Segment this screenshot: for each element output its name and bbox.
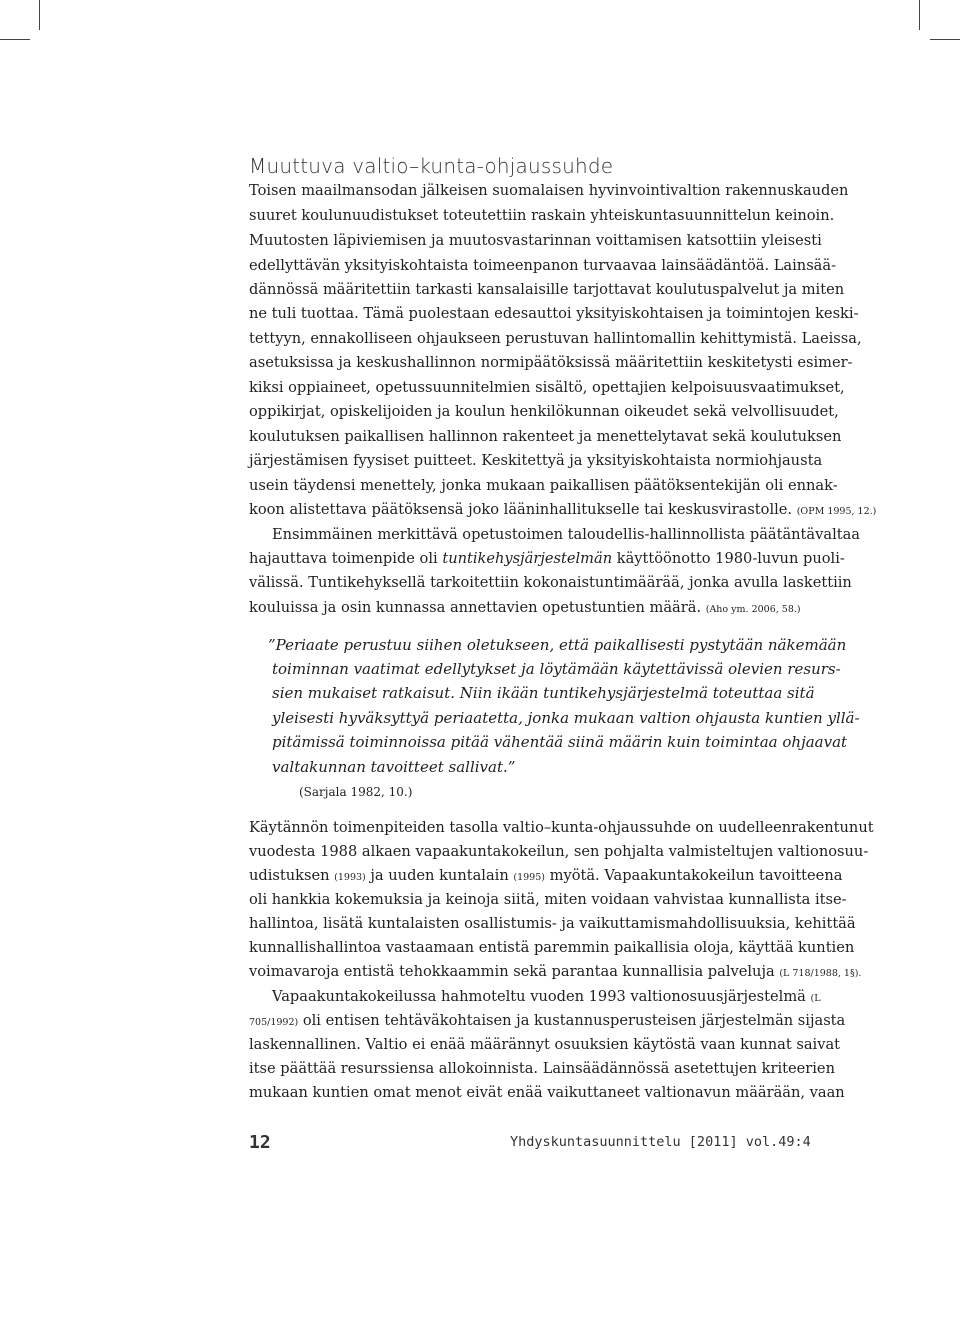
section-heading: Muuttuva valtio–kunta-ohjaussuhde bbox=[249, 154, 614, 178]
text-line: vuodesta 1988 alkaen vapaakuntakokeilun, sen pohjalta valmisteltujen valtionosuu- bbox=[249, 843, 869, 860]
quote-line: valtakunnan tavoitteet sallivat.” bbox=[272, 758, 516, 776]
text-line: Toisen maailmansodan jälkeisen suomalaisen hyvinvointivaltion rakennuskauden bbox=[249, 182, 849, 199]
text-line: kunnallishallintoa vastaamaan entistä paremmin paikallisia oloja, käyttää kuntien bbox=[249, 939, 855, 956]
text-line: oppikirjat, opiskelijoiden ja koulun henkilökunnan oikeudet sekä velvollisuudet, bbox=[249, 403, 839, 420]
text-run: koon alistettava päätöksensä joko lääninhallitukselle tai keskusvirastolle. bbox=[249, 501, 793, 518]
quote-line: toiminnan vaatimat edellytykset ja löytämään käytettävissä olevien resurs- bbox=[272, 660, 841, 678]
quote-line: sien mukaiset ratkaisut. Niin ikään tuntikehysjärjestelmä toteuttaa sitä bbox=[272, 684, 815, 702]
text-line bbox=[249, 1011, 845, 1033]
crop-mark bbox=[39, 0, 40, 30]
text-line: suuret koulunuudistukset toteutettiin raskain yhteiskuntasuunnittelun keinoin. bbox=[249, 207, 835, 224]
citation: (OPM 1995, 12.) bbox=[796, 506, 877, 517]
text-line: laskennallinen. Valtio ei enää määrännyt osuuksien käytöstä vaan kunnat saivat bbox=[249, 1036, 841, 1053]
text-run: ja uuden kuntalain bbox=[365, 867, 514, 884]
crop-mark bbox=[930, 39, 960, 40]
text-run: hajauttava toimenpide oli bbox=[249, 550, 443, 567]
text-line: asetuksissa ja keskushallinnon normipäätöksissä määritettiin keskitetysti esimer- bbox=[249, 354, 853, 371]
text-line: dännössä määritettiin tarkasti kansalaisille tarjottavat koulutuspalvelut ja miten bbox=[249, 281, 845, 298]
citation: (L 718/1988, 1§). bbox=[779, 968, 862, 979]
quote-line: ”Periaate perustuu siihen oletukseen, että paikallisesti pystytään näkemään bbox=[268, 636, 847, 654]
text-run: kouluissa ja osin kunnassa annettavien opetustuntien määrä. bbox=[249, 599, 702, 616]
text-line: Ensimmäinen merkittävä opetustoimen taloudellis-hallinnollista päätäntävaltaa bbox=[272, 526, 861, 543]
text-line: oli hankkia kokemuksia ja keinoja siitä, miten voidaan vahvistaa kunnallista itse- bbox=[249, 891, 847, 908]
quote-line: yleisesti hyväksyttyä periaatetta, jonka mukaan valtion ohjausta kuntien yllä- bbox=[272, 709, 860, 727]
quote-citation: (Sarjala 1982, 10.) bbox=[299, 785, 413, 799]
text-line bbox=[249, 598, 801, 620]
crop-mark bbox=[0, 39, 30, 40]
text-line: Muutosten läpiviemisen ja muutosvastarinnan voittamisen katsottiin yleisesti bbox=[249, 232, 822, 249]
text-line: ne tuli tuottaa. Tämä puolestaan edesauttoi yksityiskohtaisen ja toimintojen keski- bbox=[249, 305, 859, 322]
text-line: usein täydensi menettely, jonka mukaan paikallisen päätöksentekijän oli ennak- bbox=[249, 477, 838, 494]
text-line: välissä. Tuntikehyksellä tarkoitettiin kokonaistuntimäärää, jonka avulla laskettiin bbox=[249, 574, 852, 591]
text-line: kiksi oppiaineet, opetussuunnitelmien sisältö, opettajien kelpoisuusvaatimukset, bbox=[249, 379, 845, 396]
citation: (Aho ym. 2006, 58.) bbox=[705, 604, 801, 615]
quote-line: pitämissä toiminnoissa pitää vähentää siinä määrin kuin toimintaa ohjaavat bbox=[272, 733, 848, 751]
citation: (1995) bbox=[513, 872, 545, 883]
text-run: oli entisen tehtäväkohtaisen ja kustannusperusteisen järjestelmän sijasta bbox=[298, 1012, 846, 1029]
emphasis: tuntikehysjärjestelmän bbox=[442, 550, 613, 567]
text-run: udistuksen bbox=[249, 867, 335, 884]
text-line: itse päättää resurssiensa allokoinnista. Lainsäädännössä asetettujen kriteerien bbox=[249, 1060, 835, 1077]
text-line bbox=[249, 866, 842, 888]
text-line bbox=[249, 549, 845, 569]
crop-mark bbox=[919, 0, 920, 30]
text-run: voimavaroja entistä tehokkaammin sekä parantaa kunnallisia palveluja bbox=[249, 963, 775, 980]
text-line: Käytännön toimenpiteiden tasolla valtio–kunta-ohjaussuhde on uudelleenrakentunut bbox=[249, 819, 874, 836]
text-line: hallintoa, lisätä kuntalaisten osallistumis- ja vaikuttamismahdollisuuksia, kehittää bbox=[249, 915, 856, 932]
text-line: järjestämisen fyysiset puitteet. Keskitettyä ja yksityiskohtaista normiohjausta bbox=[249, 452, 823, 469]
text-line: mukaan kuntien omat menot eivät enää vaikuttaneet valtionavun määrään, vaan bbox=[249, 1084, 845, 1101]
text-line: edellyttävän yksityiskohtaista toimeenpanon turvaavaa lainsäädäntöä. Lainsää- bbox=[249, 257, 837, 274]
citation: 705/1992) bbox=[249, 1017, 299, 1028]
text-line bbox=[249, 962, 861, 984]
text-line: tettyyn, ennakolliseen ohjaukseen perustuvan hallintomallin kehittymistä. Laeissa, bbox=[249, 330, 862, 347]
text-line bbox=[272, 987, 821, 1009]
text-run: käyttöönotto 1980-luvun puoli- bbox=[612, 550, 845, 567]
page-number: 12 bbox=[249, 1132, 271, 1153]
citation: (L bbox=[810, 993, 821, 1004]
text-run: myötä. Vapaakuntakokeilun tavoitteena bbox=[544, 867, 843, 884]
text-line: koulutuksen paikallisen hallinnon rakenteet ja menettelytavat sekä koulutuksen bbox=[249, 428, 842, 445]
journal-title: Yhdyskuntasuunnittelu [2011] vol.49:4 bbox=[510, 1134, 811, 1150]
text-run: Vapaakuntakokeilussa hahmoteltu vuoden 1993 valtionosuusjärjestelmä bbox=[272, 988, 806, 1005]
text-line bbox=[249, 500, 876, 522]
citation: (1993) bbox=[334, 872, 366, 883]
